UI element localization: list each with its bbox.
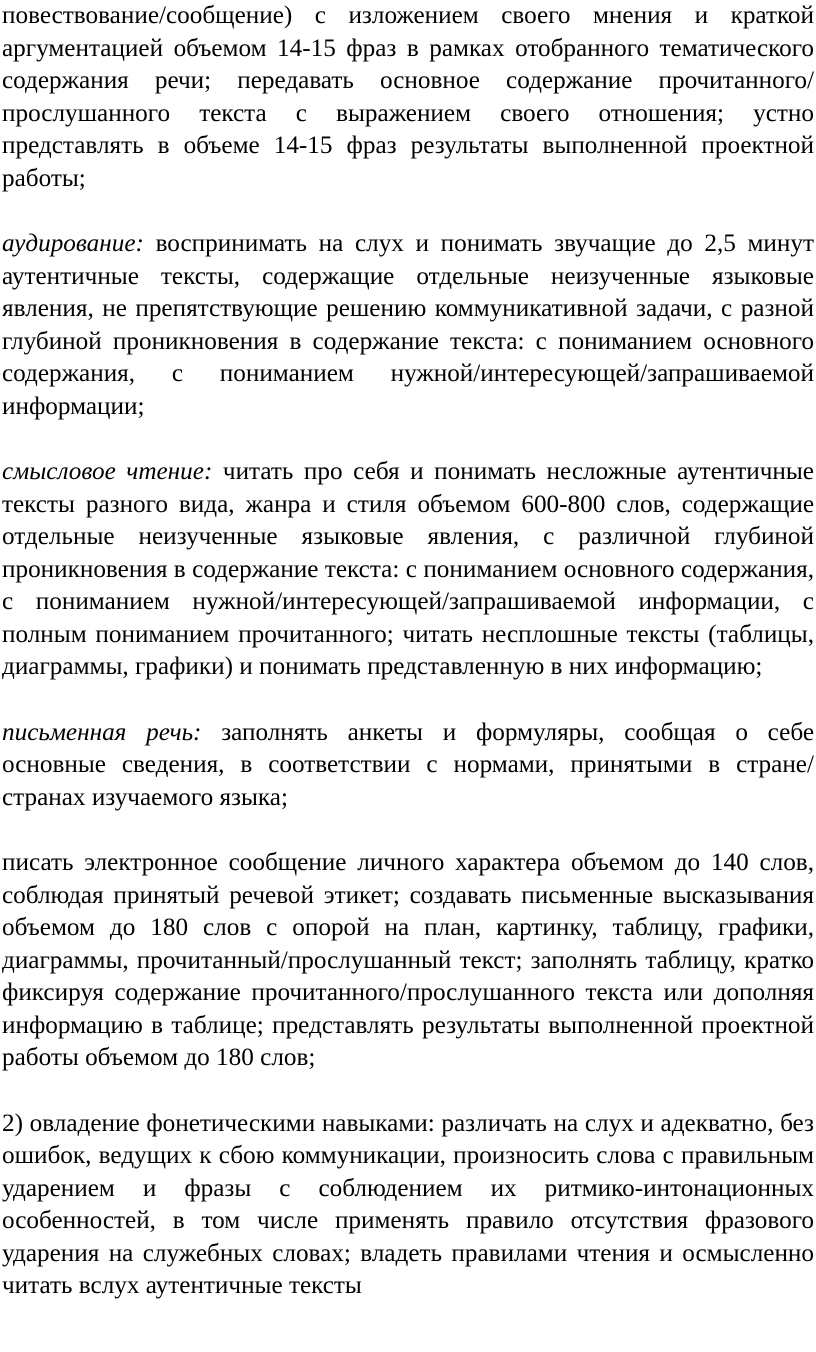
paragraph-text: заполнять анкеты и формуляры, сообщая о себе основные сведения, в соответствии с нормами, принятыми в стране/странах изучаемого языка; bbox=[2, 718, 814, 811]
paragraph-writing-tasks bbox=[2, 847, 814, 1075]
paragraph-term: смысловое чтение: bbox=[2, 458, 213, 485]
paragraph-gap bbox=[2, 195, 814, 228]
paragraph-phonetics bbox=[2, 1108, 814, 1303]
paragraph-writing bbox=[2, 717, 814, 815]
paragraph-text: 2) овладение фонетическими навыками: различать на слух и адекватно, без ошибок, ведущих к сбою коммуникации, произносить слова с правильным ударением и фразы с соблюдением их ритмико-интонационных особенностей, в том числе применять правило отсутствия фразового ударения на служебных словах; владеть правилами чтения и осмысленно читать вслух аутентичные тексты bbox=[2, 1109, 814, 1299]
paragraph-gap bbox=[2, 814, 814, 847]
paragraph-text: воспринимать на слух и понимать звучащие до 2,5 минут аутентичные тексты, содержащие отдельные неизученные языковые явления, не препятствующие решению коммуникативной задачи, с разной глубиной проникновения в содержание текста: с пониманием основного содержания, с пониманием нужной/интересующей/запрашиваемой информации; bbox=[2, 230, 814, 420]
paragraph-text: писать электронное сообщение личного характера объемом до 140 слов, соблюдая принятый речевой этикет; создавать письменные высказывания объемом до 180 слов с опорой на план, картинку, таблицу, графики, диаграммы, прочитанный/прослушанный текст; заполнять таблицу, кратко фиксируя содержание прочитанного/прослушанного текста или дополняя информацию в таблице; представлять результаты выполненной проектной работы объемом до 180 слов; bbox=[2, 849, 814, 1071]
paragraph-gap bbox=[2, 1075, 814, 1108]
paragraph-term: письменная речь: bbox=[2, 718, 202, 746]
paragraph-text: повествование/сообщение) с изложением своего мнения и краткой аргументацией объемом 14-15 фраз в рамках отобранного тематического содержания речи; передавать основное содержание прочитанного/прослушанного текста с выражением своего отношения; устно представлять в объеме 14-15 фраз результаты выполненной проектной работы; bbox=[2, 2, 814, 192]
paragraph-text: читать про себя и понимать несложные аутентичные тексты разного вида, жанра и стиля объемом 600-800 слов, содержащие отдельные неизученные языковые явления, с различной глубиной проникновения в содержание текста: с пониманием основного содержания, с пониманием нужной/интересующей/запрашиваемой информации, с полным пониманием прочитанного; читать несплошные тексты (таблицы, диаграммы, графики) и понимать представленную в них информацию; bbox=[2, 458, 814, 680]
paragraph-speaking-continuation bbox=[2, 0, 814, 195]
paragraph-reading bbox=[2, 456, 814, 684]
paragraph-listening bbox=[2, 228, 814, 423]
paragraph-gap bbox=[2, 423, 814, 456]
paragraph-gap bbox=[2, 684, 814, 717]
paragraph-term: аудирование: bbox=[2, 230, 144, 257]
